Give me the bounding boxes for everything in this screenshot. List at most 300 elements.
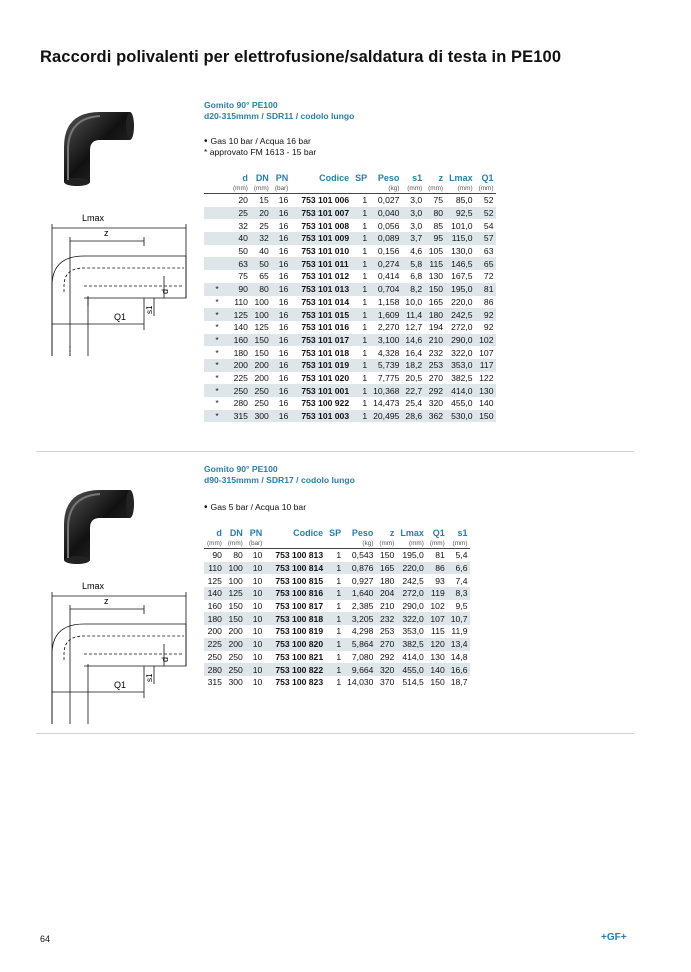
cell-star xyxy=(204,232,230,245)
cell-pn: 16 xyxy=(272,334,292,347)
page-number: 64 xyxy=(40,934,51,944)
cell-z: 130 xyxy=(428,271,444,282)
cell-star xyxy=(204,257,230,270)
cell-star: * xyxy=(215,347,219,358)
cell-peso: 5,739 xyxy=(370,359,402,372)
cell-code: 753 101 020 xyxy=(301,372,350,383)
col-header-peso: Peso xyxy=(351,528,374,538)
cell-d: 280 xyxy=(233,398,248,409)
cell-s1: 3,0 xyxy=(410,220,423,231)
cell-d: 200 xyxy=(230,359,251,372)
cell-pn: 10 xyxy=(246,638,266,651)
cell-z: 165 xyxy=(428,296,444,307)
drawing-label-q1: Q1 xyxy=(114,312,127,322)
drawing-label-s1: s1 xyxy=(145,673,154,682)
cell-q1: 92 xyxy=(483,322,494,333)
col-header-z: z xyxy=(438,173,444,183)
cell-code: 753 101 010 xyxy=(301,246,350,257)
section-divider xyxy=(36,451,634,452)
cell-pn: 16 xyxy=(278,271,289,282)
cell-d: 75 xyxy=(238,271,248,282)
cell-peso: 3,205 xyxy=(344,612,376,625)
cell-lmax: 115,0 xyxy=(446,232,476,245)
cell-q1: 63 xyxy=(483,246,494,257)
cell-code: 753 100 820 xyxy=(265,638,326,651)
pressure-note: Gas 10 bar / Acqua 16 bar xyxy=(210,136,311,146)
cell-star: * xyxy=(204,410,230,423)
cell-q1: 54 xyxy=(483,220,494,231)
cell-dn: 200 xyxy=(251,359,272,372)
table-row xyxy=(204,587,470,600)
cell-lmax: 242,5 xyxy=(446,308,476,321)
cell-d: 180 xyxy=(233,347,248,358)
cell-z: 253 xyxy=(425,359,446,372)
cell-dn: 200 xyxy=(228,626,243,637)
unit-s1: (mm) xyxy=(448,539,471,549)
cell-pn: 16 xyxy=(278,246,289,257)
cell-dn: 150 xyxy=(228,601,243,612)
cell-q1: 81 xyxy=(435,550,445,561)
gf-logo: +GF+ xyxy=(601,932,627,943)
cell-sp: 1 xyxy=(336,626,342,637)
unit-pn: (bar) xyxy=(246,539,266,549)
table-row xyxy=(204,651,470,664)
cell-sp: 1 xyxy=(362,322,368,333)
table-header-row xyxy=(204,527,470,539)
cell-d: 125 xyxy=(207,575,222,586)
cell-sp: 1 xyxy=(336,575,342,586)
cell-s1: 14,8 xyxy=(450,651,468,662)
cell-d: 315 xyxy=(230,410,251,423)
cell-sp: 1 xyxy=(326,638,344,651)
cell-code: 753 101 007 xyxy=(291,207,352,220)
cell-peso: 2,270 xyxy=(377,322,400,333)
cell-dn: 15 xyxy=(259,195,269,206)
cell-q1: 86 xyxy=(483,296,494,307)
cell-pn: 16 xyxy=(278,296,289,307)
cell-lmax: 353,0 xyxy=(402,626,424,637)
cell-sp: 1 xyxy=(336,651,342,662)
cell-code: 753 100 823 xyxy=(275,677,324,688)
cell-d: 40 xyxy=(230,232,251,245)
cell-peso: 3,100 xyxy=(370,334,402,347)
cell-code: 753 101 013 xyxy=(291,283,352,296)
table-row xyxy=(204,397,496,410)
cell-code: 753 100 817 xyxy=(275,601,324,612)
page-title: Raccordi polivalenti per elettrofusione/saldatura di testa in PE100 xyxy=(40,48,562,66)
cell-peso: 0,543 xyxy=(351,550,374,561)
table-row xyxy=(204,283,496,296)
cell-s1: 3,0 xyxy=(402,207,425,220)
elbow-drawing xyxy=(44,206,192,356)
cell-peso: 14,473 xyxy=(373,398,400,409)
cell-d: 110 xyxy=(234,296,248,307)
col-header-star xyxy=(204,172,230,184)
cell-pn: 10 xyxy=(252,601,263,612)
cell-star xyxy=(204,219,230,232)
cell-sp: 1 xyxy=(352,334,370,347)
cell-pn: 16 xyxy=(278,347,289,358)
cell-s1: 7,4 xyxy=(455,575,468,586)
cell-dn: 300 xyxy=(251,410,272,423)
cell-s1: 6,8 xyxy=(410,271,423,282)
cell-pn: 10 xyxy=(246,562,266,575)
cell-q1: 57 xyxy=(476,232,497,245)
cell-peso: 7,080 xyxy=(351,651,374,662)
bullet-icon: • xyxy=(204,136,208,147)
cell-q1: 122 xyxy=(479,372,494,383)
cell-sp: 1 xyxy=(326,587,344,600)
cell-q1: 140 xyxy=(479,398,494,409)
cell-lmax: 130,0 xyxy=(451,246,473,257)
table-body xyxy=(204,194,496,423)
unit-d: (mm) xyxy=(204,539,225,549)
cell-sp: 1 xyxy=(362,398,368,409)
cell-d: 32 xyxy=(238,220,248,231)
cell-dn: 80 xyxy=(251,283,272,296)
table-row xyxy=(204,663,470,676)
cell-peso: 20,495 xyxy=(370,410,402,423)
cell-s1: 9,5 xyxy=(455,601,468,612)
cell-pn: 10 xyxy=(252,651,263,662)
cell-peso: 0,927 xyxy=(351,575,374,586)
cell-star xyxy=(204,194,230,207)
drawing-label-q1: Q1 xyxy=(114,680,127,690)
cell-d: 90 xyxy=(230,283,251,296)
cell-d: 140 xyxy=(204,587,225,600)
cell-star: * xyxy=(215,296,219,307)
cell-dn: 20 xyxy=(251,207,272,220)
cell-lmax: 272,0 xyxy=(451,322,473,333)
cell-peso: 1,640 xyxy=(344,587,376,600)
cell-code: 753 100 822 xyxy=(265,663,326,676)
unit-code xyxy=(291,184,352,194)
cell-dn: 250 xyxy=(254,398,269,409)
cell-code: 753 100 816 xyxy=(265,587,326,600)
cell-q1: 81 xyxy=(476,283,497,296)
cell-pn: 16 xyxy=(272,232,292,245)
cell-pn: 10 xyxy=(252,677,263,688)
cell-lmax: 455,0 xyxy=(397,663,427,676)
cell-star xyxy=(204,245,230,258)
cell-q1: 140 xyxy=(427,663,448,676)
cell-pn: 16 xyxy=(272,283,292,296)
col-header-pn: PN xyxy=(249,528,263,538)
cell-lmax: 530,0 xyxy=(446,410,476,423)
cell-lmax: 85,0 xyxy=(455,195,473,206)
cell-sp: 1 xyxy=(362,220,368,231)
cell-q1: 102 xyxy=(430,601,445,612)
cell-dn: 25 xyxy=(259,220,269,231)
cell-sp: 1 xyxy=(362,372,368,383)
cell-q1: 115 xyxy=(431,626,445,637)
table-row xyxy=(204,308,496,321)
unit-d: (mm) xyxy=(230,184,251,194)
cell-dn: 150 xyxy=(225,612,246,625)
table-row xyxy=(204,562,470,575)
product-name: Gomito 90° PE100 xyxy=(204,100,278,110)
table-row xyxy=(204,600,470,613)
cell-z: 150 xyxy=(379,550,395,561)
cell-q1: 117 xyxy=(476,359,497,372)
table-row xyxy=(204,270,496,283)
cell-dn: 32 xyxy=(251,232,272,245)
col-header-q1: Q1 xyxy=(432,528,445,538)
drawing-label-s1: s1 xyxy=(145,305,154,314)
cell-peso: 1,609 xyxy=(370,308,402,321)
cell-star: * xyxy=(204,308,230,321)
cell-dn: 250 xyxy=(251,384,272,397)
cell-sp: 1 xyxy=(362,195,368,206)
cell-d: 160 xyxy=(207,601,222,612)
unit-dn: (mm) xyxy=(251,184,272,194)
cell-sp: 1 xyxy=(352,359,370,372)
cell-s1: 18,7 xyxy=(450,677,468,688)
col-header-s1: s1 xyxy=(412,173,423,183)
cell-s1: 8,2 xyxy=(402,283,425,296)
cell-dn: 250 xyxy=(228,651,243,662)
unit-z: (mm) xyxy=(425,184,446,194)
cell-dn: 250 xyxy=(225,663,246,676)
elbow-photo xyxy=(48,102,134,188)
cell-z: 105 xyxy=(428,246,444,257)
table-row xyxy=(204,232,496,245)
cell-z: 180 xyxy=(379,575,395,586)
col-header-lmax: Lmax xyxy=(449,173,473,183)
table-row xyxy=(204,245,496,258)
table-row xyxy=(204,638,470,651)
cell-code: 753 101 008 xyxy=(301,220,350,231)
unit-q1: (mm) xyxy=(427,539,448,549)
cell-q1: 130 xyxy=(476,384,497,397)
col-header-sp: SP xyxy=(355,173,368,183)
col-header-dn: DN xyxy=(255,173,269,183)
cell-d: 160 xyxy=(230,334,251,347)
cell-q1: 120 xyxy=(427,638,448,651)
cell-lmax: 322,0 xyxy=(451,347,473,358)
cell-z: 165 xyxy=(376,562,397,575)
cell-star: * xyxy=(204,283,230,296)
table-units-row xyxy=(204,539,470,549)
cell-dn: 40 xyxy=(259,246,269,257)
cell-code: 753 100 818 xyxy=(265,612,326,625)
cell-star xyxy=(204,207,230,220)
col-header-peso: Peso xyxy=(377,173,400,183)
cell-star: * xyxy=(204,384,230,397)
cell-sp: 1 xyxy=(362,271,368,282)
cell-dn: 200 xyxy=(225,638,246,651)
cell-sp: 1 xyxy=(352,308,370,321)
cell-dn: 300 xyxy=(228,677,243,688)
cell-d: 200 xyxy=(207,626,222,637)
cell-z: 180 xyxy=(425,308,446,321)
cell-s1: 16,6 xyxy=(448,663,471,676)
cell-s1: 16,4 xyxy=(405,347,423,358)
cell-d: 125 xyxy=(230,308,251,321)
cell-lmax: 455,0 xyxy=(451,398,473,409)
cell-z: 115 xyxy=(425,257,446,270)
cell-dn: 100 xyxy=(254,296,269,307)
cell-sp: 1 xyxy=(352,207,370,220)
table-row xyxy=(204,625,470,638)
col-header-sp: SP xyxy=(329,528,342,538)
cell-lmax: 290,0 xyxy=(402,601,424,612)
cell-z: 80 xyxy=(425,207,446,220)
cell-d: 20 xyxy=(238,195,248,206)
cell-lmax: 414,0 xyxy=(446,384,476,397)
col-header-code: Codice xyxy=(293,528,324,538)
unit-z: (mm) xyxy=(376,539,397,549)
cell-lmax: 195,0 xyxy=(402,550,424,561)
cell-sp: 1 xyxy=(336,601,342,612)
cell-peso: 10,368 xyxy=(370,384,402,397)
cell-q1: 150 xyxy=(476,410,497,423)
unit-pn: (bar) xyxy=(272,184,292,194)
cell-z: 270 xyxy=(376,638,397,651)
cell-peso: 0,040 xyxy=(370,207,402,220)
cell-sp: 1 xyxy=(352,232,370,245)
col-header-s1: s1 xyxy=(457,528,468,538)
drawing-label-d: d xyxy=(160,656,170,662)
unit-dn: (mm) xyxy=(225,539,246,549)
unit-lmax: (mm) xyxy=(446,184,476,194)
cell-lmax: 92,5 xyxy=(446,207,476,220)
cell-q1: 107 xyxy=(427,612,448,625)
cell-lmax: 414,0 xyxy=(402,651,424,662)
table-row xyxy=(204,207,496,220)
cell-pn: 10 xyxy=(252,550,263,561)
cell-peso: 4,328 xyxy=(377,347,400,358)
unit-peso: (kg) xyxy=(370,184,402,194)
cell-peso: 0,027 xyxy=(377,195,400,206)
cell-code: 753 101 017 xyxy=(291,334,352,347)
spec-table-sdr17 xyxy=(204,527,470,689)
cell-q1: 72 xyxy=(483,271,494,282)
cell-lmax: 195,0 xyxy=(446,283,476,296)
table-row xyxy=(204,321,496,334)
table-row xyxy=(204,410,496,423)
cell-pn: 16 xyxy=(272,410,292,423)
cell-q1: 107 xyxy=(479,347,494,358)
cell-d: 225 xyxy=(204,638,225,651)
cell-q1: 130 xyxy=(430,651,445,662)
cell-peso: 1,158 xyxy=(377,296,400,307)
table-units-row xyxy=(204,184,496,194)
cell-lmax: 242,5 xyxy=(402,575,424,586)
elbow-photo xyxy=(48,480,134,566)
product-title xyxy=(204,464,355,486)
cell-d: 140 xyxy=(233,322,248,333)
cell-s1: 14,6 xyxy=(402,334,425,347)
spec-table-sdr11 xyxy=(204,172,496,422)
cell-code: 753 101 003 xyxy=(291,410,352,423)
cell-peso: 9,664 xyxy=(344,663,376,676)
cell-d: 110 xyxy=(204,562,225,575)
cell-z: 370 xyxy=(379,677,395,688)
cell-s1: 11,4 xyxy=(402,308,425,321)
cell-pn: 16 xyxy=(278,220,289,231)
unit-lmax: (mm) xyxy=(397,539,427,549)
cell-s1: 13,4 xyxy=(448,638,471,651)
cell-z: 320 xyxy=(376,663,397,676)
cell-sp: 1 xyxy=(352,283,370,296)
table-row xyxy=(204,334,496,347)
cell-lmax: 322,0 xyxy=(397,612,427,625)
cell-z: 362 xyxy=(425,410,446,423)
table-row xyxy=(204,384,496,397)
cell-d: 280 xyxy=(204,663,225,676)
bullet-icon: • xyxy=(204,502,208,513)
table-row xyxy=(204,612,470,625)
cell-pn: 10 xyxy=(246,663,266,676)
cell-code: 753 101 006 xyxy=(301,195,350,206)
cell-dn: 65 xyxy=(259,271,269,282)
drawing-label-z: z xyxy=(104,596,109,606)
cell-pn: 16 xyxy=(272,207,292,220)
cell-z: 150 xyxy=(425,283,446,296)
cell-z: 210 xyxy=(425,334,446,347)
cell-pn: 16 xyxy=(272,308,292,321)
cell-peso: 0,414 xyxy=(377,271,400,282)
cell-dn: 125 xyxy=(254,322,269,333)
cell-z: 320 xyxy=(428,398,444,409)
product-name: Gomito 90° PE100 xyxy=(204,464,278,474)
unit-code xyxy=(265,539,326,549)
cell-pn: 16 xyxy=(278,195,289,206)
product-title xyxy=(204,100,354,122)
cell-s1: 28,6 xyxy=(402,410,425,423)
product-spec: d90-315mmm / SDR17 / codolo lungo xyxy=(204,475,355,485)
cell-star: * xyxy=(204,334,230,347)
cell-z: 85 xyxy=(433,220,444,231)
cell-pn: 16 xyxy=(272,359,292,372)
cell-d: 225 xyxy=(233,372,248,383)
cell-dn: 50 xyxy=(251,257,272,270)
cell-code: 753 101 009 xyxy=(291,232,352,245)
cell-z: 292 xyxy=(425,384,446,397)
col-header-dn: DN xyxy=(229,528,243,538)
cell-d: 50 xyxy=(238,246,248,257)
cell-lmax: 382,5 xyxy=(397,638,427,651)
cell-code: 753 101 012 xyxy=(301,271,350,282)
col-header-d: d xyxy=(216,528,222,538)
cell-z: 270 xyxy=(428,372,444,383)
cell-s1: 10,0 xyxy=(405,296,423,307)
cell-code: 753 101 014 xyxy=(301,296,350,307)
cell-sp: 1 xyxy=(326,612,344,625)
col-header-lmax: Lmax xyxy=(400,528,424,538)
cell-dn: 150 xyxy=(254,347,269,358)
cell-s1: 18,2 xyxy=(402,359,425,372)
cell-code: 753 100 813 xyxy=(275,550,324,561)
cell-star: * xyxy=(215,372,219,383)
cell-dn: 100 xyxy=(225,562,246,575)
table-header-row xyxy=(204,172,496,184)
unit-sp xyxy=(326,539,344,549)
unit-q1: (mm) xyxy=(476,184,497,194)
table-row xyxy=(204,194,496,207)
cell-sp: 1 xyxy=(362,296,368,307)
cell-s1: 4,6 xyxy=(410,246,423,257)
cell-s1: 22,7 xyxy=(402,384,425,397)
unit-star xyxy=(204,184,230,194)
cell-z: 204 xyxy=(376,587,397,600)
table-row xyxy=(204,257,496,270)
cell-peso: 0,056 xyxy=(377,220,400,231)
cell-dn: 200 xyxy=(254,372,269,383)
unit-s1: (mm) xyxy=(402,184,425,194)
cell-lmax: 220,0 xyxy=(451,296,473,307)
